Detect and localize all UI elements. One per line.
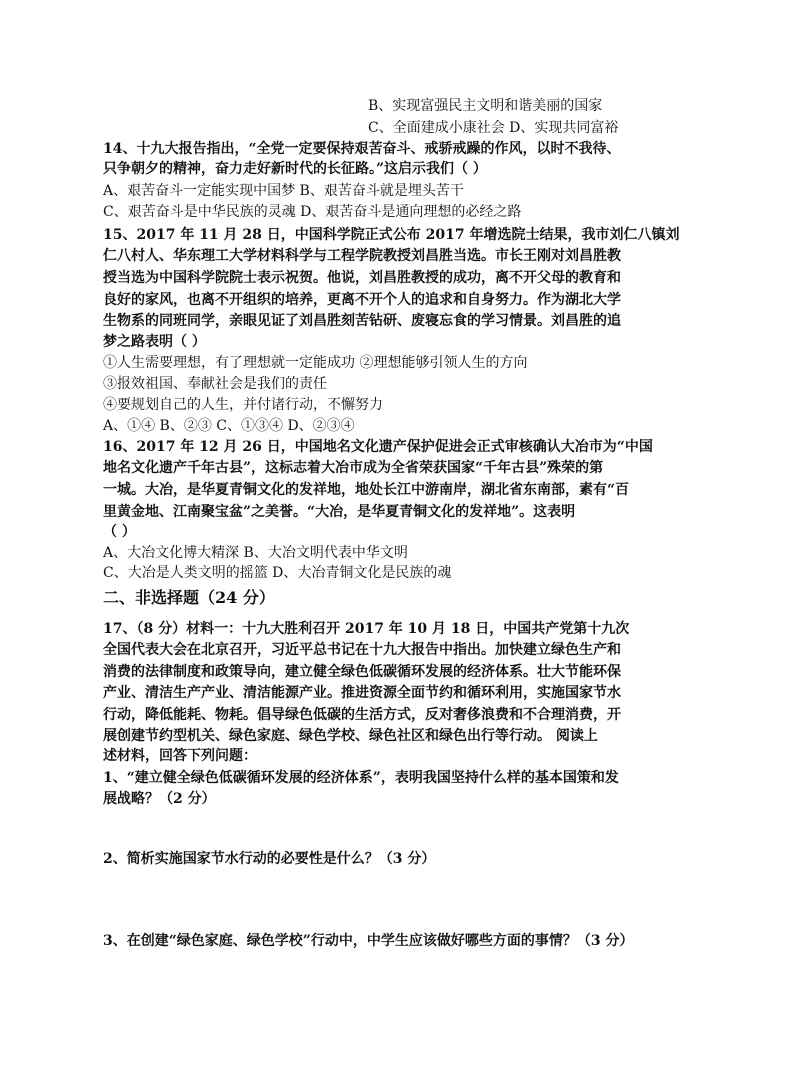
q16-stem-line-5: （ ）: [103, 524, 136, 540]
q17-material-line-3: 消费的法律制度和政策导向，建立健全绿色低碳循环发展的经济体系。壮大节能环保: [103, 664, 621, 680]
q16-stem-line-3: 一城。大冶，是华夏青铜文化的发祥地，地处长江中游南岸，湖北省东南部，素有“百: [103, 482, 630, 498]
q15-options: A、①④ B、②③ C、①③④ D、②③④: [103, 418, 355, 434]
q15-stem-line-4: 良好的家风，也离不开组织的培养，更离不开个人的追求和自身努力。作为湖北大学: [103, 292, 621, 308]
q16-stem-line-4: 里黄金地、江南聚宝盆”之美誉。“大冶，是华夏青铜文化的发祥地”。这表明: [103, 504, 576, 520]
q16-options-ab: A、大冶文化博大精深 B、大冶文明代表中华文明: [103, 545, 408, 561]
q15-stem-line-6: 梦之路表明（ ）: [103, 334, 206, 350]
q15-stem-line-3: 授当选为中国科学院院士表示祝贺。他说，刘昌胜教授的成功，离不开父母的教育和: [103, 270, 621, 286]
q17-material-line-5: 行动，降低能耗、物耗。倡导绿色低碳的生活方式，反对奢侈浪费和不合理消费，开: [103, 707, 621, 723]
q15-item-3: ③报效祖国、奉献社会是我们的责任: [103, 376, 327, 392]
q17-material-line-1: 17、（8 分）材料一：十九大胜利召开 2017 年 10 月 18 日，中国共产党第十九次: [103, 621, 630, 637]
q17-subquestion-1-line-2: 展战略？（2 分）: [103, 791, 216, 807]
q17-material-line-7: 述材料，回答下列问题：: [103, 748, 257, 764]
q17-material-line-2: 全国代表大会在北京召开，习近平总书记在十九大报告中指出。加快建立绿色生产和: [103, 642, 621, 658]
q17-material-line-6: 展创建节约型机关、绿色家庭、绿色学校、绿色社区和绿色出行等行动。 阅读上: [103, 728, 598, 744]
q13-option-b: B、实现富强民主文明和谐美丽的国家: [368, 98, 603, 114]
q14-options-cd: C、艰苦奋斗是中华民族的灵魂 D、艰苦奋斗是通向理想的必经之路: [103, 204, 522, 220]
q14-stem-line-1: 14、十九大报告指出，“全党一定要保持艰苦奋斗、戒骄戒躁的作风，以时不我待、: [103, 141, 621, 157]
q17-subquestion-1-line-1: 1、“建立健全绿色低碳循环发展的经济体系”，表明我国坚持什么样的基本国策和发: [103, 770, 619, 786]
q15-item-1-2: ①人生需要理想，有了理想就一定能成功 ②理想能够引领人生的方向: [103, 355, 528, 371]
section-2-heading: 二、非选择题（24 分）: [103, 588, 275, 607]
q17-subquestion-3: 3、在创建“绿色家庭、绿色学校”行动中，中学生应该做好哪些方面的事情？（3 分）: [103, 933, 634, 949]
q14-options-ab: A、艰苦奋斗一定能实现中国梦 B、艰苦奋斗就是埋头苦干: [103, 183, 464, 199]
q16-options-cd: C、大冶是人类文明的摇篮 D、大冶青铜文化是民族的魂: [103, 565, 452, 581]
q16-stem-line-1: 16、2017 年 12 月 26 日，中国地名文化遗产保护促进会正式审核确认大冶市为“中国: [103, 439, 653, 455]
q15-stem-line-1: 15、2017 年 11 月 28 日，中国科学院正式公布 2017 年增选院士结果，我市刘仁八镇刘: [103, 227, 680, 243]
q14-stem-line-2: 只争朝夕的精神，奋力走好新时代的长征路。”这启示我们（ ）: [103, 161, 487, 177]
q15-item-4: ④要规划自己的人生，并付诸行动，不懈努力: [103, 397, 383, 413]
q16-stem-line-2: 地名文化遗产千年古县”，这标志着大冶市成为全省荣获国家“千年古县”殊荣的第: [103, 460, 604, 476]
q13-options-cd: C、全面建成小康社会 D、实现共同富裕: [368, 120, 619, 136]
q15-stem-line-5: 生物系的同班同学，亲眼见证了刘昌胜刻苦钻研、废寝忘食的学习情景。刘昌胜的追: [103, 313, 621, 329]
q15-stem-line-2: 仁八村人、华东理工大学材料科学与工程学院教授刘昌胜当选。市长王刚对刘昌胜教: [103, 248, 621, 264]
q17-subquestion-2: 2、简析实施国家节水行动的必要性是什么？（3 分）: [103, 851, 436, 867]
q17-material-line-4: 产业、清洁生产产业、清洁能源产业。推进资源全面节约和循环利用，实施国家节水: [103, 685, 621, 701]
